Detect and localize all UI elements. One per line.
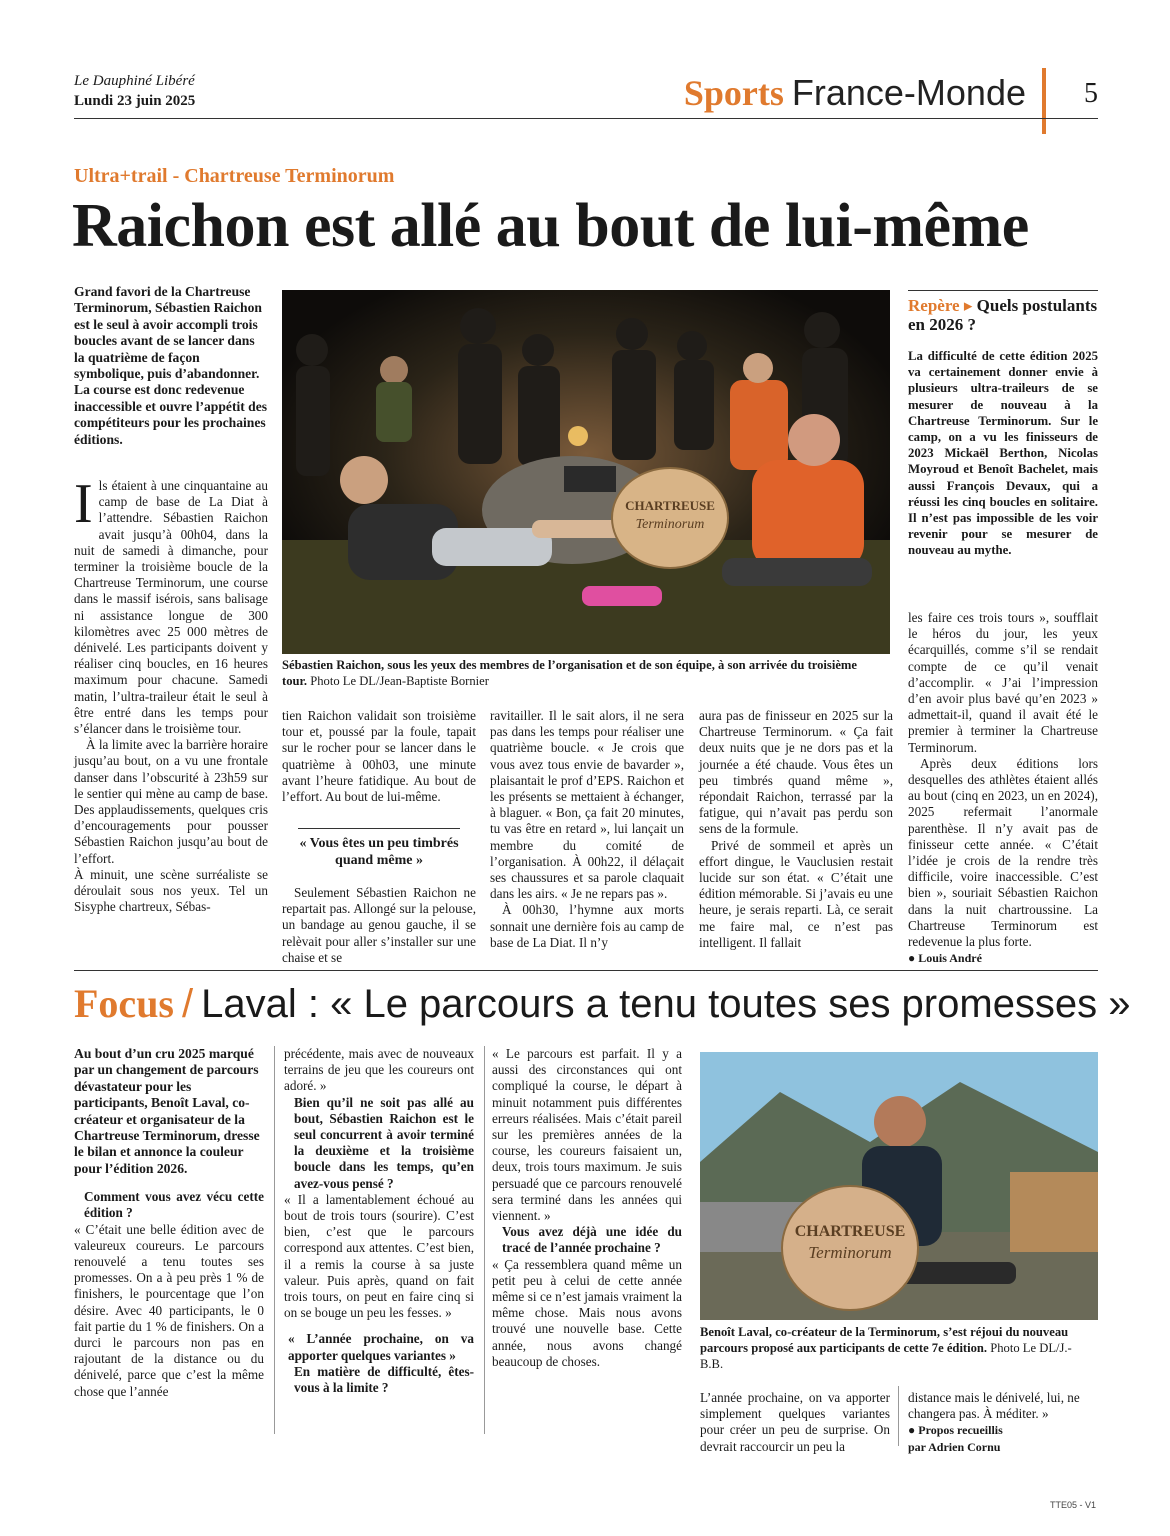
column-divider bbox=[274, 1046, 275, 1434]
repere-title bbox=[908, 296, 1098, 334]
arrow-right-icon: ▸ bbox=[959, 296, 977, 315]
page-number: 5 bbox=[1084, 78, 1098, 109]
column-divider bbox=[898, 1386, 899, 1446]
focus-title: Laval : « Le parcours a tenu toutes ses promesses » bbox=[201, 982, 1131, 1026]
focus-slash: / bbox=[182, 982, 194, 1026]
repere-label: Repère bbox=[908, 296, 960, 315]
article-lead: Grand favori de la Chartreuse Terminorum, Sébastien Raichon est le seul à avoir accompli trois boucles avant de se lancer dans la quatrième de façon symbolique, puis d’abandonner. La course est donc redevenue inaccessible et ouvre l’appétit des compétiteurs pour les prochaines éditions. bbox=[74, 284, 268, 447]
photo-credit: Photo Le DL/J.-B.B. bbox=[700, 1341, 1072, 1371]
interview-question: Comment vous avez vécu cette édition ? bbox=[84, 1189, 264, 1221]
article-headline: Raichon est allé au bout de lui-même bbox=[72, 192, 1029, 260]
focus-rule bbox=[74, 970, 1098, 971]
paragraph: ravitailler. Il le sait alors, il ne sera pas dans les temps pour réaliser une quatrième boucle. « Je crois que vous avez tous envie de bavarder », plaisantait le prof d’EPS. Raichon et les présents se mettaient à échanger, à blaguer. « Bon, ça fait 20 minutes, tu vas être en retard », lui lançait un membre du comité de l’organisation. À 00h22, il délaçait ses chaussures et sa parole claquait dans les airs. « Je ne repars pas ». bbox=[490, 708, 684, 902]
article-column-2-continued bbox=[282, 885, 476, 966]
pull-quote: « Vous êtes un peu timbrés quand même » bbox=[298, 828, 460, 869]
paragraph: À 00h30, l’hymne aux morts sonnait une dernière fois au camp de base de La Diat. Il n’y bbox=[490, 902, 684, 950]
article-column-1 bbox=[74, 473, 268, 915]
interview-answer: « Le parcours est parfait. Il y a aussi des circonstances qui ont compliqué la course, le départ à minuit notamment puis différentes erreurs réalisées. Mais c’était pareil sur les premières années de la course, les coureurs faisaient un, deux, trois tours maximum. Je suis persuadé que ce parcours renouvelé sera terminé dans les années qui viennent. » bbox=[492, 1046, 682, 1224]
photo-credit: Photo Le DL/Jean-Baptiste Bornier bbox=[310, 674, 489, 688]
issue-date: Lundi 23 juin 2025 bbox=[74, 93, 196, 109]
focus-column-1 bbox=[74, 1046, 264, 1400]
focus-headline bbox=[74, 978, 1131, 1030]
dropcap-letter: I bbox=[74, 473, 93, 535]
interview-answer: « Il a lamentablement échoué au bout de trois tours (sourire). C’est bien, c’est que le parcours correspond aux attentes. C’est bien, il a remis la course à sa juste valeur. Puis après, quand on fait trois tours, on peut en faire cinq si on se bouge un peu les fesses. » bbox=[284, 1191, 474, 1321]
main-photo bbox=[282, 290, 890, 654]
section-title bbox=[684, 72, 1026, 114]
paragraph: À la limite avec la barrière horaire jusqu’au bout, on a vu une frontale danser dans l’obscurité à 23h59 sur le sentier qui mène au camp de base. Des applaudissements, quelques cris d’encouragements pour pousser Sébastien Raichon jusqu’au bout de l’effort. bbox=[74, 737, 268, 866]
paragraph: aura pas de finisseur en 2025 sur la Chartreuse Terminorum. « Ça fait deux nuits que je ne dors pas et la journée a été chaude. Vous êtes un peu timbrés quand même », répondait Raichon, terrassé par la fatigue, qui n’avait pas perdu son sens de la formule. bbox=[699, 708, 893, 837]
interview-answer: « Ça ressemblera quand même un petit peu à celui de cette année même si ce n’est jamais vraiment la même chose. Mais nous avons trouvé une nouvelle base. Cette année, nous avons changé beaucoup de choses. bbox=[492, 1256, 682, 1369]
repere-rule bbox=[908, 290, 1098, 291]
paragraph: tien Raichon validait son troisième tour et, poussé par la foule, tapait sur le rocher pour se lancer dans le quatrième à 00h03, une minute avant l’heure fatidique. Au bout de l’effort. Au bout de lui-même. bbox=[282, 708, 476, 805]
signature-name: Louis André bbox=[918, 951, 982, 966]
signature-line-1: Propos recueillis bbox=[918, 1423, 1003, 1438]
article-column-3 bbox=[490, 708, 684, 951]
focus-signature: ● Propos recueillis par Adrien Cornu bbox=[908, 1423, 1003, 1454]
focus-photo-sign-line-1: CHARTREUSE bbox=[794, 1223, 906, 1240]
interview-answer: distance mais le dénivelé, lui, ne changera pas. À méditer. » bbox=[908, 1390, 1080, 1422]
focus-column-5 bbox=[908, 1390, 1098, 1455]
main-photo-caption bbox=[282, 657, 882, 689]
repere-heading: Quels postulants en 2026 ? bbox=[908, 296, 1098, 334]
interview-answer: L’année prochaine, on va apporter simplement quelques variantes pour créer un peu de surprise. On devrait raccourcir un peu la bbox=[700, 1390, 890, 1454]
caption-text: Benoît Laval, co-créateur de la Terminorum, s’est réjoui du nouveau parcours proposé aux participants de cette 7e édition. bbox=[700, 1325, 1069, 1355]
article-column-4 bbox=[699, 708, 893, 951]
focus-label: Focus bbox=[74, 981, 174, 1026]
focus-column-2 bbox=[284, 1046, 474, 1396]
repere-text: La difficulté de cette édition 2025 va certainement donner envie à plusieurs ultra-traileurs de se mesurer de nouveau à la Chartreuse Terminorum. Sur le camp, on a vu les finisseurs de 2023 Mickaël Berthon, Nicolas Moyroud et Benoît Bachelet, mais aussi François Devaux, qui a réussi les cinq boucles en solitaire. Il n’est pas impossible de les voir revenir pour se mesurer de nouveau au mythe. bbox=[908, 349, 1098, 558]
newspaper-name: Le Dauphiné Libéré bbox=[74, 73, 195, 89]
section-main: Sports bbox=[683, 73, 784, 113]
signature: ● Louis André bbox=[908, 951, 982, 966]
portrait-with-sign-image bbox=[700, 1052, 1098, 1320]
article-kicker: Ultra+trail - Chartreuse Terminorum bbox=[74, 165, 395, 187]
header-rule bbox=[74, 118, 1098, 119]
focus-lead: Au bout d’un cru 2025 marqué par un changement de parcours dévastateur pour les participants, Benoît Laval, co-créateur et organisateur de la Chartreuse Terminorum, dresse le bilan et annonce la couleur pour l’édition 2026. bbox=[74, 1046, 260, 1176]
header-accent-bar bbox=[1042, 68, 1046, 134]
article-column-2 bbox=[282, 708, 476, 805]
paragraph: Après deux éditions lors desquelles des athlètes étaient allés au bout (cinq en 2023, un en 2024), 2025 refermait l’anormale parenthèse. Il n’y avait pas de finisseur cette année. « C’était l’idée je crois de la rendre très difficile, voire inaccessible. C’est bien », souriait Sébastien Raichon dans la nuit chartroussine. La Chartreuse Terminorum est redevenue la plus forte. bbox=[908, 755, 1098, 950]
photo-sign-line-2: Terminorum bbox=[635, 517, 705, 532]
focus-pull-quote: « L’année prochaine, on va apporter quelques variantes » bbox=[288, 1331, 474, 1363]
interview-question: Bien qu’il ne soit pas allé au bout, Sébastien Raichon est le seul concurrent à avoir terminé la deuxième et la troisième boucle dans les temps, qu’en avez-vous pensé ? bbox=[294, 1094, 474, 1191]
night-finish-scene-image bbox=[282, 290, 890, 654]
focus-photo-caption bbox=[700, 1324, 1092, 1372]
article-column-5 bbox=[908, 610, 1098, 966]
section-sub: France-Monde bbox=[791, 72, 1026, 113]
paragraph: les faire ces trois tours », soufflait le héros du jour, les yeux écarquillés, comme s’il se rendait compte de ce qu’il venait d’accomplir. « J’ai l’impression d’en avoir plus bavé qu’en 2023 » admettait-il, quand il avait été le premier à terminer la Chartreuse Terminorum. bbox=[908, 610, 1098, 755]
focus-photo bbox=[700, 1052, 1098, 1320]
focus-photo-sign-line-2: Terminorum bbox=[808, 1243, 892, 1262]
signature-line-2: par Adrien Cornu bbox=[908, 1439, 1001, 1454]
paragraph: ls étaient à une cinquantaine au camp de base de La Diat à l’attendre. Sébastien Raichon avait jusqu’à 00h04, dans la nuit de samedi à dimanche, pour terminer la troisième boucle de la Chartreuse Terminorum, une course dans le massif isérois, sans balisage ni assistance longue de 300 kilomètres avec 25 000 mètres de dénivelé. Les participants doivent y réaliser cinq boucles, en 16 heures maximum pour chacune. Samedi matin, l’ultra-traileur était le seul à être entré dans les temps pour s’élancer dans le troisième tour. bbox=[74, 478, 268, 737]
interview-question: Vous avez déjà une idée du tracé de l’année prochaine ? bbox=[502, 1224, 682, 1256]
column-divider bbox=[484, 1046, 485, 1434]
focus-column-4 bbox=[700, 1390, 890, 1455]
photo-sign-line-1: CHARTREUSE bbox=[625, 498, 715, 513]
interview-question: En matière de difficulté, êtes-vous à la limite ? bbox=[294, 1363, 474, 1396]
paragraph: À minuit, une scène surréaliste se déroulait sous nos yeux. Tel un Sisyphe chartreux, Sébas- bbox=[74, 866, 268, 915]
interview-answer: « C’était une belle édition avec de valeureux coureurs. Le parcours renouvelé a tenu toutes ses promesses. On a à peu près 1 % de finishers, le pourcentage que l’on désire. Avec 40 participants, le 0 fait partie du 1 % de finishers. On a durci le parcours non pas en rajoutant de la distance ou du dénivelé, parce que c’est la même chose que l’année bbox=[74, 1221, 264, 1399]
interview-answer: précédente, mais avec de nouveaux terrains de jeu que les coureurs ont adoré. » bbox=[284, 1046, 474, 1094]
paragraph: Privé de sommeil et après un effort dingue, le Vauclusien restait lucide sur son état. « C’était une édition mémorable. Si j’avais eu une heure, je serais reparti. Là, ce serait me faire mal, ce n’est pas intelligent. Il fallait bbox=[699, 837, 893, 950]
paragraph: Seulement Sébastien Raichon ne repartait pas. Allongé sur la pelouse, un bandage au genou gauche, il se relèvait pour aller s’installer sur une chaise et se bbox=[282, 885, 476, 965]
focus-column-3 bbox=[492, 1046, 682, 1370]
caption-text: Sébastien Raichon, sous les yeux des membres de l’organisation et de son équipe, à son arrivée du troisième tour. bbox=[282, 658, 858, 688]
footer-code: TTE05 - V1 bbox=[1049, 1500, 1096, 1510]
